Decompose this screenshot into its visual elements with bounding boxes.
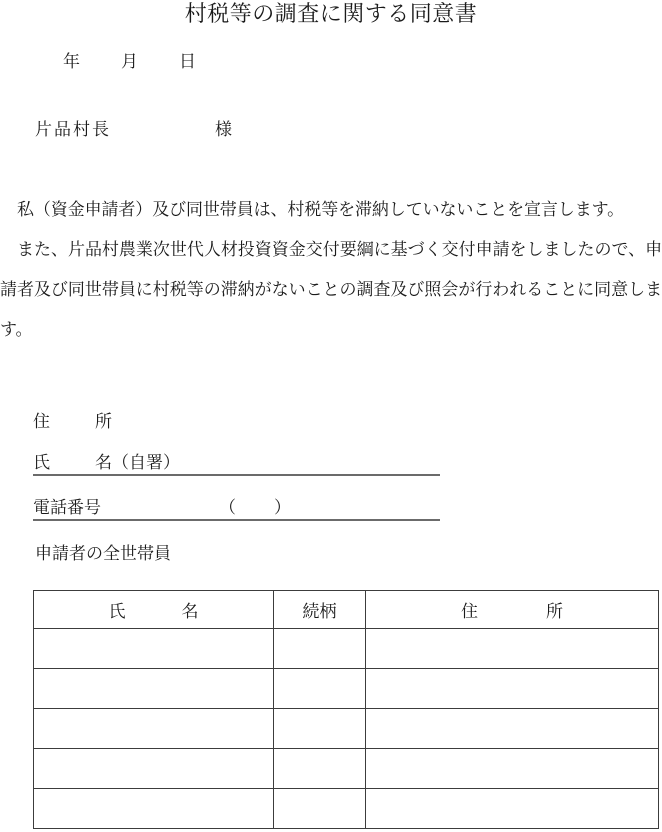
spacer xyxy=(50,426,95,427)
household-members-label: 申請者の全世帯員 xyxy=(35,544,171,563)
date-year-label: 年 xyxy=(63,52,80,71)
table-empty-row xyxy=(34,709,659,749)
relation-cell xyxy=(274,709,366,749)
phone-paren-open: （ xyxy=(219,498,236,517)
relation-cell xyxy=(274,669,366,709)
name-header-part1: 氏 xyxy=(108,602,126,621)
address-cell xyxy=(366,629,659,669)
name-label-part1: 氏 xyxy=(33,453,50,472)
address-header-part2: 所 xyxy=(546,602,563,621)
table-empty-row xyxy=(34,629,659,669)
relation-cell xyxy=(274,789,366,829)
name-cell xyxy=(34,629,274,669)
address-cell xyxy=(366,789,659,829)
name-cell xyxy=(34,709,274,749)
spacer xyxy=(101,512,219,513)
spacer xyxy=(236,512,274,513)
column-header-name xyxy=(34,591,274,629)
phone-number-field xyxy=(33,495,440,521)
recipient-name: 片品村長 xyxy=(35,120,111,139)
spacer xyxy=(478,616,546,617)
address-cell xyxy=(366,669,659,709)
address-cell xyxy=(366,749,659,789)
address-header-part1: 住 xyxy=(461,602,478,621)
relation-cell xyxy=(274,749,366,789)
table-empty-row xyxy=(34,669,659,709)
table-header-row xyxy=(34,591,659,629)
name-cell xyxy=(34,669,274,709)
phone-label: 電話番号 xyxy=(33,498,101,517)
date-day-label: 日 xyxy=(179,52,196,71)
address-field-label xyxy=(33,410,112,434)
address-label-part2: 所 xyxy=(95,412,112,431)
relation-cell xyxy=(274,629,366,669)
name-cell xyxy=(34,749,274,789)
name-cell xyxy=(34,789,274,829)
column-header-address xyxy=(366,591,659,629)
name-signature-field xyxy=(33,450,440,476)
phone-paren-close: ） xyxy=(274,498,291,517)
table-empty-row xyxy=(34,789,659,829)
spacer xyxy=(126,616,182,617)
consent-paragraph: また、片品村農業次世代人材投資資金交付要綱に基づく交付申請をしましたので、申請者及び同世帯員に村税等の滞納がないことの調査及び照会が行われることに同意します。 xyxy=(0,240,662,339)
date-month-label: 月 xyxy=(121,52,138,71)
name-label-part2: 名（自署） xyxy=(95,453,180,472)
address-label-part1: 住 xyxy=(33,412,50,431)
body-text-block xyxy=(0,190,662,350)
page-title: 村税等の調査に関する同意書 xyxy=(184,1,478,26)
recipient-honorific: 様 xyxy=(215,120,232,139)
column-header-relation: 続柄 xyxy=(274,591,366,629)
name-header-part2: 名 xyxy=(181,602,199,621)
spacer xyxy=(50,467,95,468)
table-empty-row xyxy=(34,749,659,789)
household-members-table xyxy=(33,590,659,829)
declaration-paragraph: 私（資金申請者）及び同世帯員は、村税等を滞納していないことを宣言します。 xyxy=(17,200,625,219)
address-cell xyxy=(366,709,659,749)
